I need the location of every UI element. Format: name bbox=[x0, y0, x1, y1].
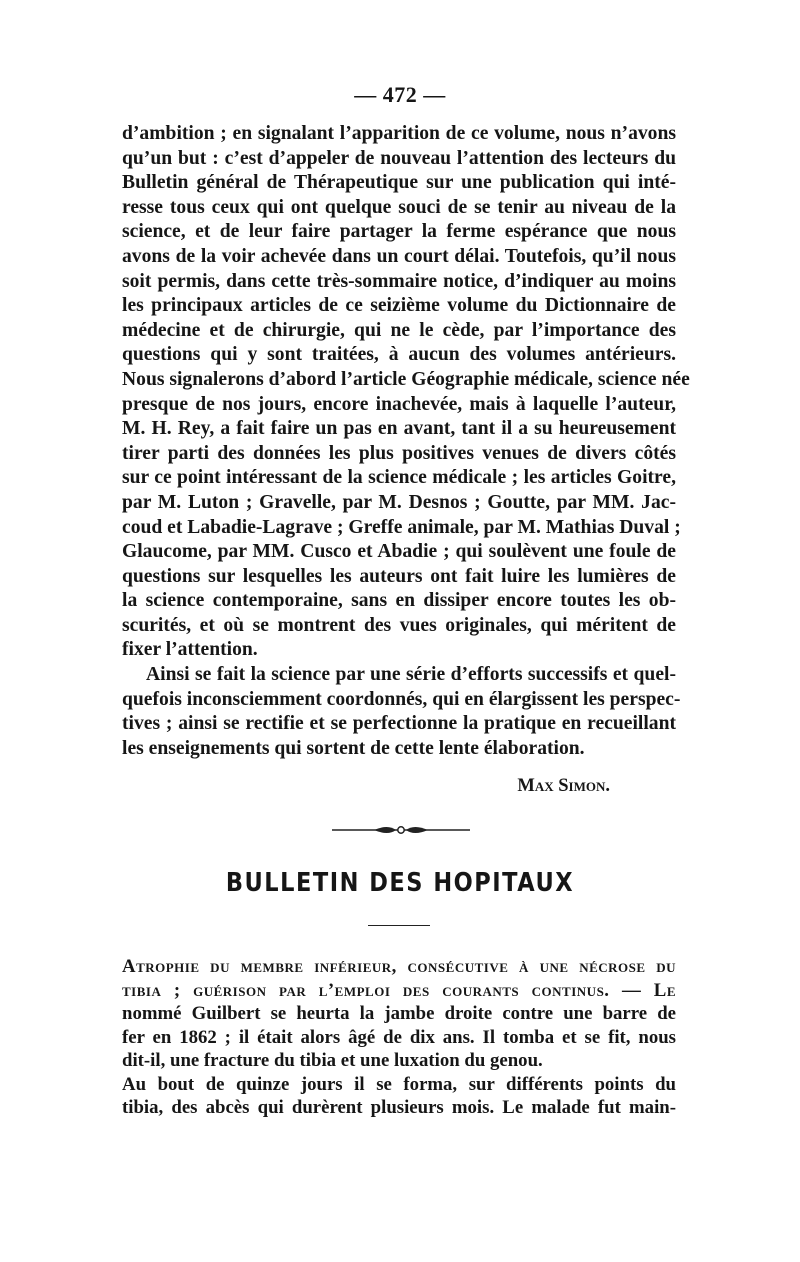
text-line: tirer parti des données les plus positives venues de divers côtés bbox=[122, 442, 676, 464]
text-line: Atrophie du membre inférieur, consécutive à une nécrose du bbox=[122, 956, 676, 977]
text-line: coud et Labadie-Lagrave ; Greffe animale, par M. Mathias Duval ; bbox=[122, 516, 681, 538]
text-line: qu’un but : c’est d’appeler de nouveau l’attention des lecteurs du bbox=[122, 147, 676, 169]
text-line: Ainsi se fait la science par une série d’efforts successifs et quel- bbox=[146, 664, 676, 686]
text-line: nommé Guilbert se heurta la jambe droite contre une barre de bbox=[122, 1003, 676, 1024]
heading-rule bbox=[368, 925, 430, 926]
text-line: dit-il, une fracture du tibia et une luxation du genou. bbox=[122, 1050, 543, 1071]
text-line: la science contemporaine, sans en dissiper encore toutes les ob- bbox=[122, 590, 676, 612]
page-number: — 472 — bbox=[354, 82, 446, 107]
text-line: fixer l’attention. bbox=[122, 639, 258, 661]
text-line: Au bout de quinze jours il se forma, sur différents points du bbox=[122, 1073, 676, 1095]
article-body bbox=[122, 122, 690, 761]
text-line: Nous signalerons d’abord l’article Géographie médicale, science née bbox=[122, 368, 690, 390]
author-signature: Max Simon. bbox=[517, 776, 610, 796]
text-line: sur ce point intéressant de la science médicale ; les articles Goitre, bbox=[122, 467, 676, 489]
text-line: science, et de leur faire partager la ferme espérance que nous bbox=[122, 221, 676, 243]
text-line: resse tous ceux qui ont quelque souci de se tenir au niveau de la bbox=[122, 196, 676, 218]
text-line: avons de la voir achevée dans un court délai. Toutefois, qu’il nous bbox=[122, 245, 676, 267]
text-line: questions sur lesquelles les auteurs ont fait luire les lumières de bbox=[122, 565, 676, 587]
text-line: médecine et de chirurgie, qui ne le cède, par l’importance des bbox=[122, 319, 676, 341]
text-line: scurités, et où se montrent des vues originales, qui méritent de bbox=[122, 614, 676, 636]
text-line: les principaux articles de ce seizième volume du Dictionnaire de bbox=[122, 295, 676, 317]
text-line: quefois inconsciemment coordonnés, qui en élargissent les perspec- bbox=[122, 688, 681, 710]
text-line: fer en 1862 ; il était alors âgé de dix ans. Il tomba et se fit, nous bbox=[122, 1026, 676, 1048]
section-heading: BULLETIN DES HOPITAUX bbox=[225, 868, 575, 898]
ornament-divider bbox=[330, 820, 472, 840]
text-line: questions qui y sont traitées, à aucun des volumes antérieurs. bbox=[122, 344, 676, 366]
text-line: M. H. Rey, a fait faire un pas en avant, tant il a su heureusement bbox=[122, 418, 676, 440]
text-line: Bulletin général de Thérapeutique sur une publication qui inté- bbox=[122, 172, 676, 194]
text-line: les enseignements qui sortent de cette lente élaboration. bbox=[122, 737, 585, 759]
text-line: tives ; ainsi se rectifie et se perfectionne la pratique en recueillant bbox=[122, 713, 676, 735]
case-report bbox=[122, 955, 676, 1120]
text-line: tibia, des abcès qui durèrent plusieurs mois. Le malade fut main- bbox=[122, 1097, 676, 1118]
text-line: Glaucome, par MM. Cusco et Abadie ; qui soulèvent une foule de bbox=[122, 541, 676, 563]
text-line: soit permis, dans cette très-sommaire notice, d’indiquer au moins bbox=[122, 270, 676, 292]
text-line: presque de nos jours, encore inachevée, mais à laquelle l’auteur, bbox=[122, 393, 676, 415]
text-line: par M. Luton ; Gravelle, par M. Desnos ; Goutte, par MM. Jac- bbox=[122, 491, 676, 513]
text-line: d’ambition ; en signalant l’apparition de ce volume, nous n’avons bbox=[122, 123, 676, 144]
text-line: tibia ; guérison par l’emploi des courants continus. — Le bbox=[122, 979, 676, 1001]
